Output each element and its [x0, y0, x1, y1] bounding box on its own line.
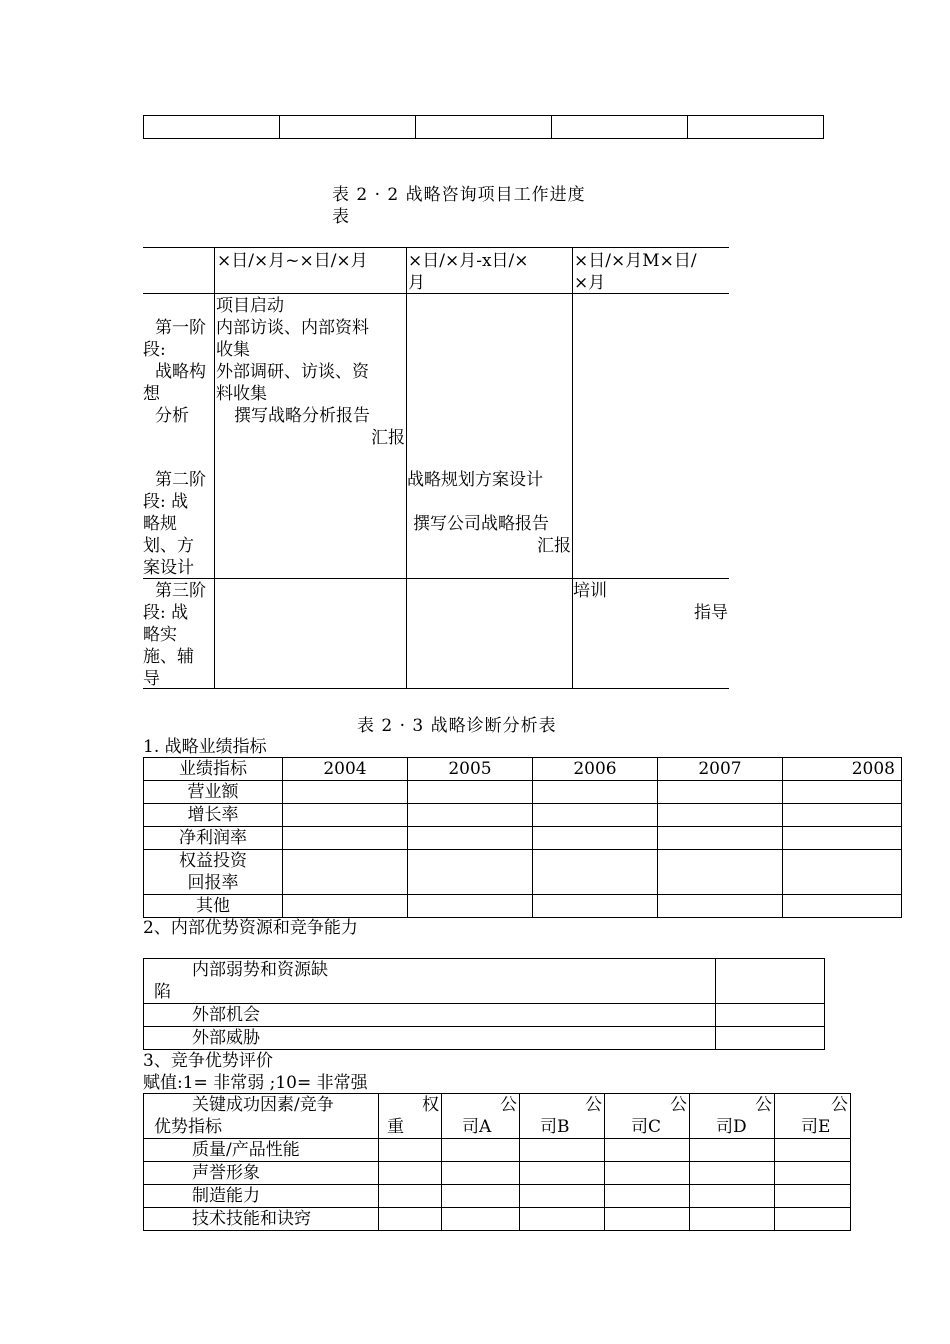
header-cell: 2005	[408, 758, 533, 781]
row-label: 营业额	[144, 781, 283, 804]
cell	[283, 895, 408, 918]
stage-3-line: 第三阶	[155, 581, 206, 601]
cell	[690, 1185, 775, 1208]
rule-v2	[406, 247, 407, 689]
header-line: 公	[585, 1095, 602, 1115]
rule-bottom	[143, 688, 729, 689]
stage-2-line: 略规	[143, 514, 177, 534]
cell	[533, 827, 658, 850]
header-cell	[144, 1094, 379, 1139]
cell	[408, 895, 533, 918]
cell	[775, 1185, 851, 1208]
cell	[775, 1139, 851, 1162]
task: 撰写公司战略报告	[413, 514, 549, 534]
task: 项目启动	[216, 296, 284, 316]
label-line: 陷	[154, 982, 171, 1002]
header-cell: 2004	[283, 758, 408, 781]
stage-2-line: 第二阶	[155, 470, 206, 490]
cell	[408, 827, 533, 850]
task: 汇报	[371, 428, 405, 448]
section-3-heading: 3、竞争优势评价	[143, 1051, 273, 1071]
stage-3-label	[143, 580, 213, 690]
header-cell	[520, 1094, 605, 1139]
cell	[690, 1162, 775, 1185]
header-line: 公	[755, 1095, 772, 1115]
row-label: 其他	[144, 895, 283, 918]
stage-2-label	[143, 469, 213, 579]
cell	[605, 1185, 690, 1208]
header-line: 公	[670, 1095, 687, 1115]
cell	[442, 1162, 520, 1185]
task: 汇报	[537, 536, 571, 556]
cell	[658, 827, 783, 850]
factor-label: 制造能力	[144, 1185, 379, 1208]
table-2-3-caption: 表 2 · 3 战略诊断分析表	[357, 716, 557, 736]
task: 收集	[216, 340, 250, 360]
header-line: 司A	[462, 1117, 492, 1137]
cell	[783, 804, 902, 827]
task: 培训	[573, 581, 607, 601]
cell	[520, 1185, 605, 1208]
cell	[605, 1139, 690, 1162]
cell	[605, 1162, 690, 1185]
cell	[520, 1208, 605, 1231]
stage-1-line: 战略构	[155, 362, 206, 382]
cell	[716, 959, 825, 1004]
header-cell	[690, 1094, 775, 1139]
label-line: 内部弱势和资源缺	[192, 960, 328, 980]
cell	[533, 850, 658, 895]
scale-note: 赋值:1= 非常弱 ;10= 非常强	[143, 1073, 368, 1093]
cell	[658, 895, 783, 918]
stage-2-tasks	[407, 469, 571, 557]
header-line: 重	[387, 1117, 404, 1137]
header-cell: 2006	[533, 758, 658, 781]
header-line: 公	[500, 1095, 517, 1115]
section-1-heading: 1. 战略业绩指标	[143, 737, 267, 757]
resource-row-label	[144, 959, 716, 1004]
cell	[379, 1185, 442, 1208]
cell	[688, 116, 824, 139]
cell	[408, 804, 533, 827]
cell	[144, 116, 280, 139]
rule-stage3	[143, 578, 729, 579]
cell	[783, 850, 902, 895]
header-cell: 业绩指标	[144, 758, 283, 781]
cell	[658, 850, 783, 895]
cell	[783, 895, 902, 918]
cell	[658, 804, 783, 827]
header-line: 优势指标	[154, 1117, 222, 1137]
resource-row-label: 外部威胁	[144, 1027, 716, 1050]
stage-1-line: 段:	[143, 340, 166, 360]
header-cell	[379, 1094, 442, 1139]
table-2-2-caption	[332, 184, 632, 228]
stage-3-line: 段: 战	[143, 603, 189, 623]
task: 指导	[694, 603, 728, 623]
stage-3-line: 略实	[143, 625, 177, 645]
cell	[533, 804, 658, 827]
cell	[520, 1139, 605, 1162]
stage-3-line: 导	[143, 669, 160, 689]
row-label: 净利润率	[144, 827, 283, 850]
cell	[775, 1208, 851, 1231]
cell	[605, 1208, 690, 1231]
header-cell: 2008	[783, 758, 902, 781]
cell	[442, 1208, 520, 1231]
cell	[379, 1208, 442, 1231]
header-cell	[605, 1094, 690, 1139]
cell	[552, 116, 688, 139]
stage-1-line: 想	[143, 384, 160, 404]
section-2-heading: 2、内部优势资源和竞争能力	[143, 918, 358, 938]
resources-table	[143, 958, 825, 1050]
stage-1-line: 第一阶	[155, 318, 206, 338]
cell	[379, 1162, 442, 1185]
top-empty-table	[143, 115, 824, 139]
header-col-2: ×日/×月-x日/× 月	[408, 251, 529, 293]
stage-3-tasks	[573, 580, 728, 624]
cell	[658, 781, 783, 804]
factor-label: 质量/产品性能	[144, 1139, 379, 1162]
stage-2-line: 划、方	[143, 536, 194, 556]
cell	[783, 781, 902, 804]
stage-3-line: 施、辅	[143, 647, 194, 667]
cell	[283, 804, 408, 827]
task: 外部调研、访谈、资	[216, 362, 369, 382]
cell	[283, 781, 408, 804]
cell	[416, 116, 552, 139]
cell	[783, 827, 902, 850]
caption-line-2: 表	[332, 207, 350, 227]
rule-top	[143, 247, 729, 248]
resource-row-label: 外部机会	[144, 1004, 716, 1027]
rule-v1	[214, 247, 215, 689]
task: 战略规划方案设计	[407, 470, 543, 490]
cell	[716, 1004, 825, 1027]
cell	[283, 827, 408, 850]
factor-label: 技术技能和诀窍	[144, 1208, 379, 1231]
header-line: 司E	[801, 1117, 831, 1137]
cell	[379, 1139, 442, 1162]
header-line: 关键成功因素/竞争	[192, 1095, 334, 1115]
cell	[408, 781, 533, 804]
stage-1-line: 分析	[155, 406, 189, 426]
header-line: 司C	[631, 1117, 662, 1137]
header-line: 司D	[716, 1117, 747, 1137]
cell	[280, 116, 416, 139]
cell	[690, 1139, 775, 1162]
stage-2-line: 案设计	[143, 558, 194, 578]
cell	[716, 1027, 825, 1050]
task: 内部访谈、内部资料	[216, 318, 369, 338]
task: 料收集	[216, 384, 267, 404]
row-label: 增长率	[144, 804, 283, 827]
caption-line-1: 表 2 · 2 战略咨询项目工作进度	[332, 185, 586, 205]
cell	[442, 1139, 520, 1162]
header-col-1: ×日/×月~×日/×月	[217, 251, 368, 271]
cell	[533, 895, 658, 918]
schedule-table	[143, 247, 729, 689]
competitive-table	[143, 1093, 851, 1231]
header-cell: 2007	[658, 758, 783, 781]
header-col-3: ×日/×月M×日/ ×月	[574, 251, 697, 293]
header-cell	[775, 1094, 851, 1139]
row-label: 权益投资 回报率	[144, 850, 283, 895]
task: 撰写战略分析报告	[234, 406, 370, 426]
cell	[442, 1185, 520, 1208]
cell	[775, 1162, 851, 1185]
stage-1-tasks	[216, 295, 405, 449]
performance-table	[143, 757, 902, 918]
header-line: 公	[831, 1095, 848, 1115]
factor-label: 声誉形象	[144, 1162, 379, 1185]
stage-2-line: 段: 战	[143, 492, 189, 512]
cell	[408, 850, 533, 895]
header-cell	[442, 1094, 520, 1139]
stage-1-label	[143, 317, 213, 427]
header-line: 权	[422, 1095, 439, 1115]
cell	[690, 1208, 775, 1231]
cell	[283, 850, 408, 895]
cell	[520, 1162, 605, 1185]
header-line: 司B	[540, 1117, 570, 1137]
cell	[533, 781, 658, 804]
